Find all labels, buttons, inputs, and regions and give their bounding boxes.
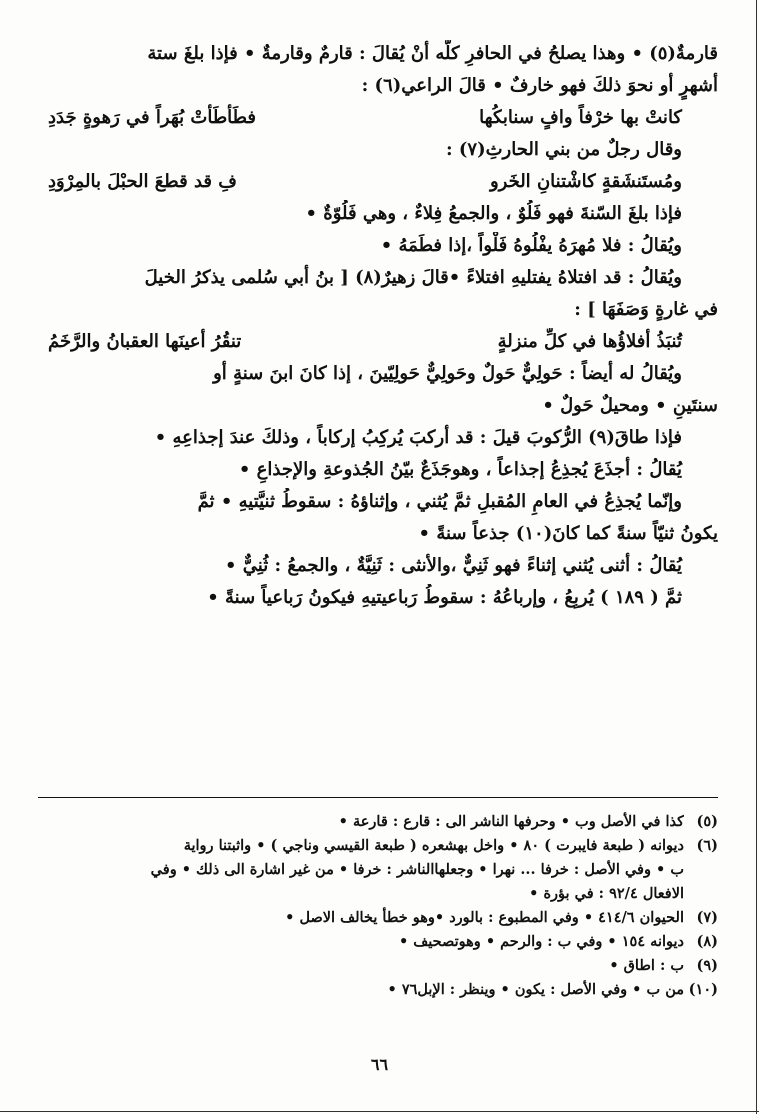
footnote-text: من ب • وفي الأصل : يكون • وينظر : الإبل٧٦ • (387, 981, 684, 998)
text-line: في غارةٍ وَصَفَهَا ] : (574, 299, 718, 320)
footnote (38, 906, 718, 930)
footnote-continuation: الافعال ٩٢/٤ : في بؤرة • (529, 885, 684, 902)
verse-line (38, 328, 718, 356)
text-line: وإنّما يُجذِعُ في العامِ المُقبلِ ثمَّ يُثني ، وإثناؤهُ : سقوطُ ثنيَّتيهِ • ثمَّ (197, 491, 682, 512)
footnote (38, 954, 718, 978)
footnote-number: (١٠) (688, 981, 718, 998)
footnote-number: (٥) (696, 813, 718, 830)
text-line: فإذا بلغَ السّنةَ فهو فَلُوٌ ، والجمعُ فِلاءٌ ، وهي فَلُوّةٌ • (305, 203, 682, 224)
footnote-continuation: ب • وفي الأصل : خرفا ... نهرا • وجعلهاالناشر : خرفا • من غير اشارة الى ذلك • وفي (150, 861, 684, 878)
text-line: يُقالُ : أجذَعَ يُجذِعُ إجذاعاً ، وهوجَذَعٌ بيّنُ الجُذوعةِ والإجذاعِ • (238, 459, 682, 480)
text-line: ويُقالُ له أيضاً : حَولِيٌّ حَولٌ وحَولِيٌّ حَولِيّينَ ، إذا كانَ ابنَ سنةٍ أو (213, 363, 682, 384)
footnote-divider (38, 797, 718, 798)
footnote-text: الحيوان ٤١٤/٦ • وفي المطبوع : بالورد •وهو خطأ يخالف الاصل • (285, 909, 684, 926)
footnote-text: ديوانه ١٥٤ • وفي ب : والرحم • وهوتصحيف • (398, 933, 684, 950)
page-edge (756, 0, 757, 1114)
text-line: فإذا طاقَ(٩) الرُّكوبَ قيلَ : قد أركبَ يُركِبُ إركاباً ، وذلكَ عندَ إجذاعِهِ • (154, 427, 682, 448)
verse-hemistich: تُنبَذُ أفلاؤُها في كلِّ منزلةٍ (497, 331, 682, 352)
footnote (38, 834, 718, 858)
verse-hemistich: فطَأطَأتْ بُهَراً في رَهوةٍ جَدَدِ (48, 107, 257, 128)
verse-hemistich: ومُستَنشَقةٍ كاشْتنانِ الخَرو (489, 171, 682, 192)
text-line: وقال رجلٌ من بني الحارثِ(٧) : (445, 139, 682, 160)
footnote-number: (٨) (696, 933, 718, 950)
text-line: سنتَينِ • ومحيلٌ حَولٌ • (542, 395, 718, 416)
page-edge (0, 1111, 759, 1112)
text-line: أشهرٍ أو نحوَ ذلكَ فهو خارفٌ • قالَ الراعي(٦) : (361, 75, 718, 96)
footnote-text: كذا في الأصل وب • وحرفها الناشر الى : قارع : قارعة • (338, 813, 684, 830)
main-text (38, 40, 718, 616)
footnote (38, 978, 718, 1002)
footnotes (38, 810, 718, 1002)
verse-hemistich: كانتْ بها خرْفاً وافٍ سنابكُها (479, 107, 682, 128)
verse-hemistich: فِ قد قطعَ الحبْلَ بالمِرْوَدِ (48, 171, 237, 192)
text-line: ويُقالُ : قد افتلاهُ يفتليهِ افتلاءً •قالَ زهيرٌ(٨) [ بنُ أبي سُلمى يذكرُ الخيلَ (144, 267, 682, 288)
verse-hemistich: تنقُرُ أعينَها العقبانُ والرَّخَمُ (48, 331, 242, 352)
text-line: ويُقالُ : فلا مُهرَهُ يفْلُوهُ فَلْواً ،إذا فطَمَهُ • (380, 235, 682, 256)
footnote (38, 930, 718, 954)
text-line: يكونُ ثنيّاً سنةً كما كانَ(١٠) جذعاً سنةً • (418, 523, 718, 544)
verse-line (38, 104, 718, 132)
page-number: ٦٦ (370, 1055, 389, 1074)
footnote-text: ب : اطاق • (609, 957, 684, 974)
footnote-number: (٩) (696, 957, 718, 974)
footnote-number: (٧) (696, 909, 718, 926)
footnote-number: (٦) (696, 837, 718, 854)
text-line: قارمةٌ(٥) • وهذا يصلحُ في الحافرِ كلّه أنْ يُقالَ : قارمٌ وقارمةٌ • فإذا بلغَ ستة (147, 43, 718, 64)
footnote-text: ديوانه ( طبعة فايبرت ) ٨٠ • واخل بهشعره ( طبعة القيسي وناجي ) • واثبتنا رواية (183, 837, 684, 854)
text-line: ثمَّ ( ١٨٩ ) يُربِعُ ، وإرباعُهُ : سقوطُ رَباعيتيهِ فيكونُ رَباعياً سنةً • (207, 587, 682, 608)
footnote (38, 810, 718, 834)
text-line: يُقالُ : أثنى يُثني إثناءً فهو ثَنِيٌّ ،والأنثى : ثَنِيَّةٌ ، والجمعُ : ثُنِيٌّ • (225, 555, 682, 576)
verse-line (38, 168, 718, 196)
